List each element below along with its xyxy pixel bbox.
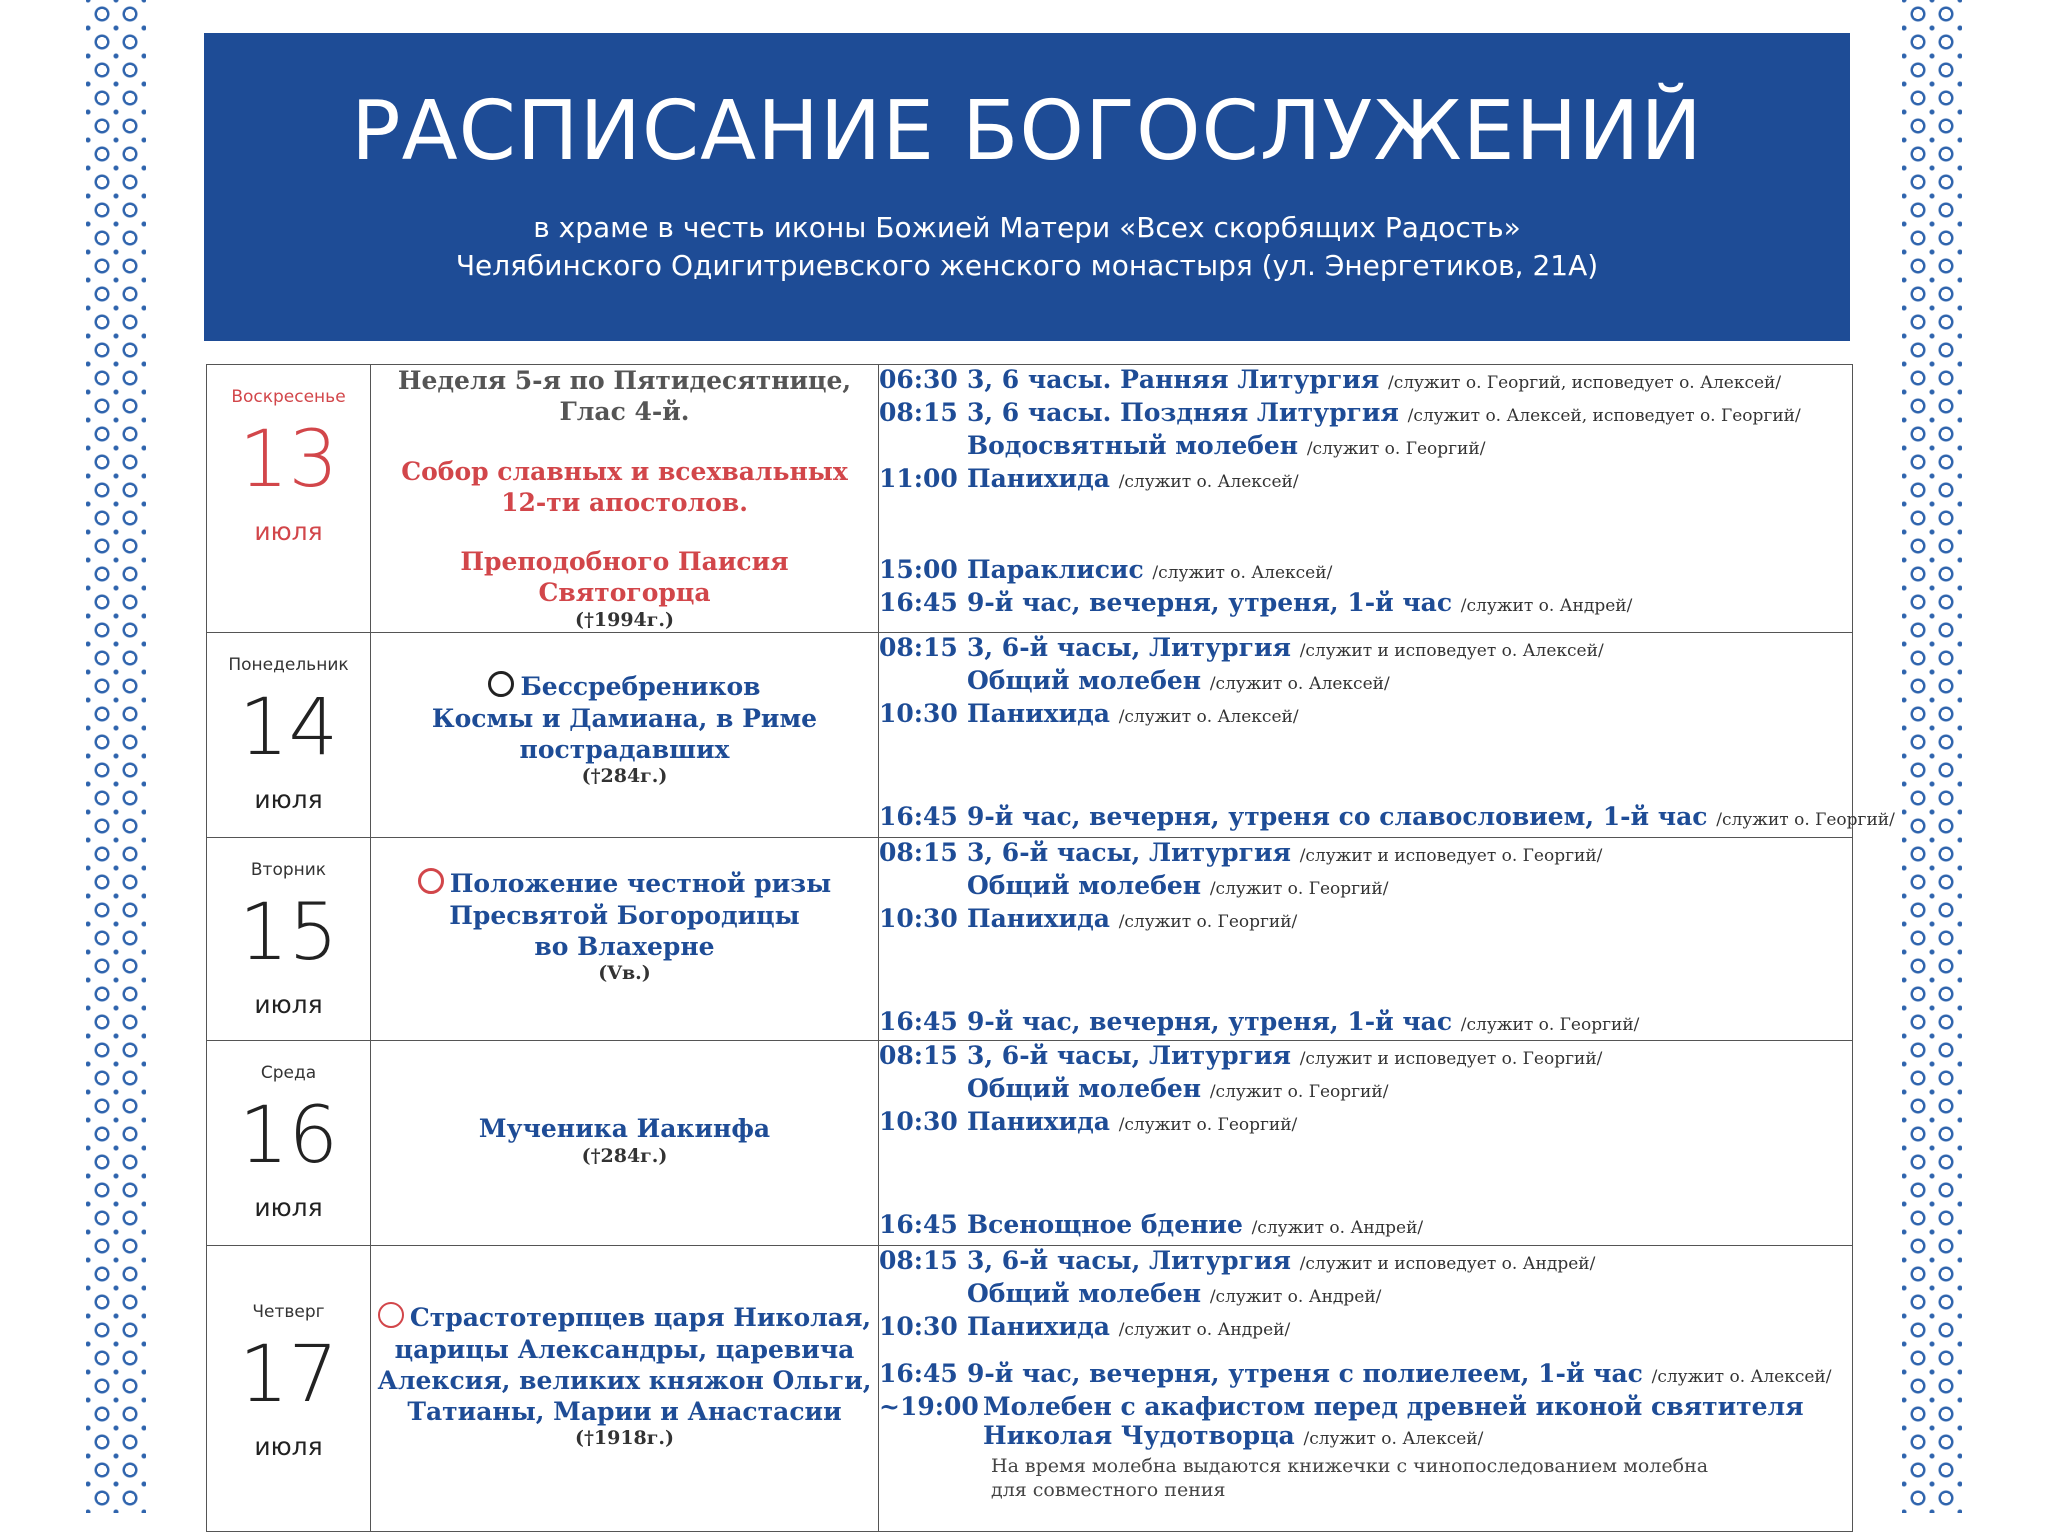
service-entry: 08:15 3, 6-й часы, Литургия /служит и исповедует о. Алексей/ [879,633,1604,663]
service-entry: 08:15 3, 6-й часы, Литургия /служит и исповедует о. Андрей/ [879,1246,1596,1276]
right-ornament-border [1902,0,1962,1513]
date-cell [207,838,371,1041]
date-cell [207,1246,371,1532]
services-cell [879,365,1853,633]
service-entry: 10:30 Панихида /служит о. Георгий/ [879,904,1298,934]
service-entry: 16:45 9-й час, вечерня, утреня, 1-й час /служит о. Георгий/ [879,1007,1640,1037]
feast-rank-icon [418,868,444,894]
service-entry: 16:45 Всенощное бдение /служит о. Андрей/ [879,1210,1424,1240]
service-note: На время молебна выдаются книжечки с чинопоследованием молебна [991,1455,1709,1478]
schedule-table [206,364,1895,1532]
feast-line: Пресвятой Богородицы [449,900,800,930]
header-banner [204,33,1850,341]
service-entry: Общий молебен /служит о. Андрей/ [967,1279,1382,1309]
service-entry: 06:30 3, 6 часы. Ранняя Литургия /служит о. Георгий, исповедует о. Алексей/ [879,365,1782,394]
month-label: июля [254,785,323,815]
table-row [207,365,1853,633]
feast-line: Алексия, великих княжон Ольги, [377,1365,872,1395]
weekday-label: Воскресенье [231,387,346,407]
service-entry: ~19:00 Молебен с акафистом перед древней иконой святителя [879,1392,1804,1422]
feast-line: царицы Александры, царевича [394,1334,855,1364]
day-number: 14 [238,683,339,774]
service-entry: 08:15 3, 6-й часы, Литургия /служит и исповедует о. Георгий/ [879,1041,1603,1071]
feast-cell [371,633,879,838]
feast-note: (Vв.) [598,962,651,984]
feast-line: Татианы, Марии и Анастасии [407,1397,842,1426]
feast-rank-icon [488,671,514,697]
weekday-label: Понедельник [228,655,349,676]
feast-line: Глас 4-й. [559,397,690,427]
services-cell [879,1041,1853,1246]
feast-line: Страстотерпцев царя Николая, [371,1302,878,1333]
feast-note: (†284г.) [581,1144,668,1167]
header-subtitle-church: в храме в честь иконы Божией Матери «Всех скорбящих Радость» [533,211,1521,244]
service-entry: Николая Чудотворца /служит о. Алексей/ [983,1421,1484,1451]
cross-feast-icon [378,1302,404,1328]
feast-line: Собор славных и всехвальных [401,456,848,486]
service-entry: 16:45 9-й час, вечерня, утреня со славословием, 1-й час /служит о. Георгий/ [879,802,1895,832]
feast-line: пострадавших [519,734,730,764]
service-entry: 16:45 9-й час, вечерня, утреня с полиелеем, 1-й час /служит о. Алексей/ [879,1359,1832,1389]
weekday-label: Вторник [250,860,327,881]
service-entry: 15:00 Параклисис /служит о. Алексей/ [879,555,1333,584]
feast-line: Космы и Дамиана, в Риме [431,703,818,733]
header-subtitle-monastery: Челябинского Одигитриевского женского монастыря (ул. Энергетиков, 21А) [455,248,1599,282]
services-cell [879,633,1895,838]
feast-line: 12-ти апостолов. [501,487,748,517]
month-label: июля [254,1193,323,1223]
feast-line: Бессребреников [371,671,878,702]
service-entry: Общий молебен /служит о. Георгий/ [967,1074,1389,1104]
weekday-label: Среда [260,1063,317,1084]
feast-note: (†1918г.) [574,1427,675,1450]
feast-line: во Влахерне [534,931,715,961]
feast-line: Преподобного Паисия Святогорца [460,547,789,608]
service-note: для совместного пения [991,1479,1226,1502]
left-ornament-border [86,0,146,1513]
day-number: 15 [238,888,339,979]
feast-note: (†284г.) [581,765,668,787]
month-label: июля [254,990,323,1020]
service-entry: Водосвятный молебен /служит о. Георгий/ [967,431,1486,460]
services-cell [879,838,1853,1041]
service-entry: 10:30 Панихида /служит о. Андрей/ [879,1312,1291,1342]
service-entry: 08:15 3, 6-й часы, Литургия /служит и исповедует о. Георгий/ [879,838,1603,868]
day-number: 17 [238,1330,339,1421]
page-title: РАСПИСАНИЕ БОГОСЛУЖЕНИЙ [351,84,1703,179]
service-entry: 10:30 Панихида /служит о. Алексей/ [879,699,1299,729]
date-cell [207,365,371,633]
table-row [207,633,1853,838]
service-entry: 11:00 Панихида /служит о. Алексей/ [879,464,1299,493]
feast-cell [371,1041,879,1246]
feast-cell [371,838,879,1041]
services-cell [879,1246,1853,1532]
feast-line: Мученика Иакинфа [478,1114,771,1144]
feast-line: Положение честной ризы [371,868,878,899]
month-label: июля [254,517,323,546]
date-cell [207,633,371,838]
day-number: 13 [238,415,339,505]
table-row [207,1041,1853,1246]
feast-note: (†1994г.) [574,608,675,631]
service-entry: 10:30 Панихида /служит о. Георгий/ [879,1107,1298,1137]
table-row [207,1246,1853,1532]
service-entry: 16:45 9-й час, вечерня, утреня, 1-й час /служит о. Андрей/ [879,588,1633,617]
date-cell [207,1041,371,1246]
day-number: 16 [238,1091,339,1182]
month-label: июля [254,1432,323,1462]
feast-line: Неделя 5-я по Пятидесятнице, [397,366,852,395]
service-entry: Общий молебен /служит о. Георгий/ [967,871,1389,901]
table-row [207,838,1853,1041]
weekday-label: Четверг [252,1302,325,1323]
feast-cell [371,365,879,633]
service-entry: 08:15 3, 6 часы. Поздняя Литургия /служит о. Алексей, исповедует о. Георгий/ [879,398,1801,427]
service-entry: Общий молебен /служит о. Алексей/ [967,666,1390,696]
feast-cell [371,1246,879,1532]
